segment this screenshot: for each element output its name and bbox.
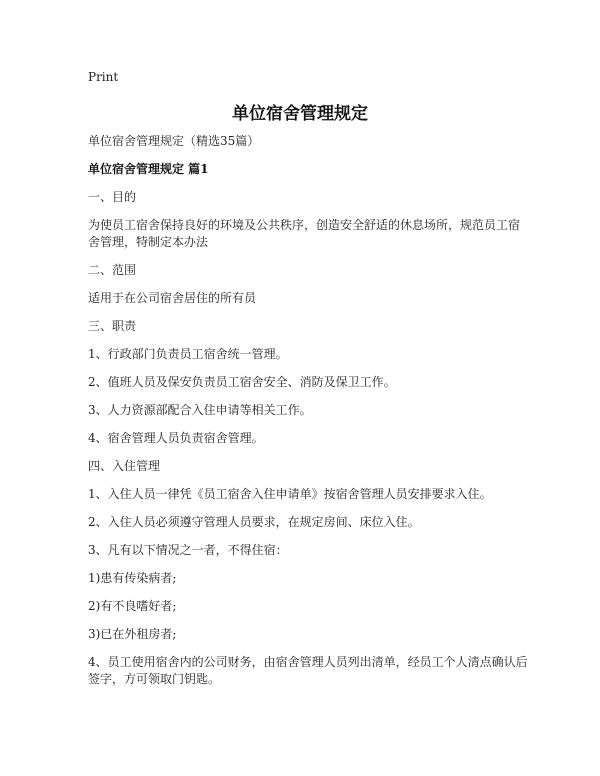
paragraph: 3)已在外租房者; [88, 627, 177, 641]
paragraph: 单位宿舍管理规定（精选35篇） [88, 134, 260, 148]
paragraph: 2、值班人员及保安负责员工宿舍安全、消防及保卫工作。 [88, 375, 396, 389]
section-heading: 单位宿舍管理规定 篇1 [88, 162, 209, 176]
paragraph: 一、目的 [88, 190, 137, 204]
paragraph: 适用于在公司宿舍居住的所有员 [88, 291, 257, 305]
paragraph: 四、入住管理 [88, 459, 161, 473]
paragraph: 3、人力资源部配合入住申请等相关工作。 [88, 403, 312, 417]
paragraph: 4、员工使用宿舍内的公司财务，由宿舍管理人员列出清单，经员工个人清点确认后签字，方可领取门钥匙。 [88, 655, 528, 686]
paragraph: 1、入住人员一律凭《员工宿舍入住申请单》按宿舍管理人员安排要求入住。 [88, 487, 492, 501]
paragraph: 三、职责 [88, 319, 137, 333]
paragraph: 4、宿舍管理人员负责宿舍管理。 [88, 431, 264, 445]
paragraph: 1、行政部门负责员工宿舍统一管理。 [88, 347, 288, 361]
document-title: 单位宿舍管理规定 [232, 104, 368, 124]
paragraph: 2、入住人员必须遵守管理人员要求，在规定房间、床位入住。 [88, 515, 420, 529]
paragraph: 2)有不良嗜好者; [88, 599, 177, 613]
print-link[interactable]: Print [88, 70, 119, 84]
paragraph: 二、范围 [88, 263, 137, 277]
document-body [88, 133, 528, 699]
paragraph: 1)患有传染病者; [88, 571, 177, 585]
paragraph: 为使员工宿舍保持良好的环境及公共秩序，创造安全舒适的休息场所，规范员工宿舍管理，特制定本办法 [88, 218, 521, 249]
paragraph: 3、凡有以下情况之一者，不得住宿： [88, 543, 288, 557]
